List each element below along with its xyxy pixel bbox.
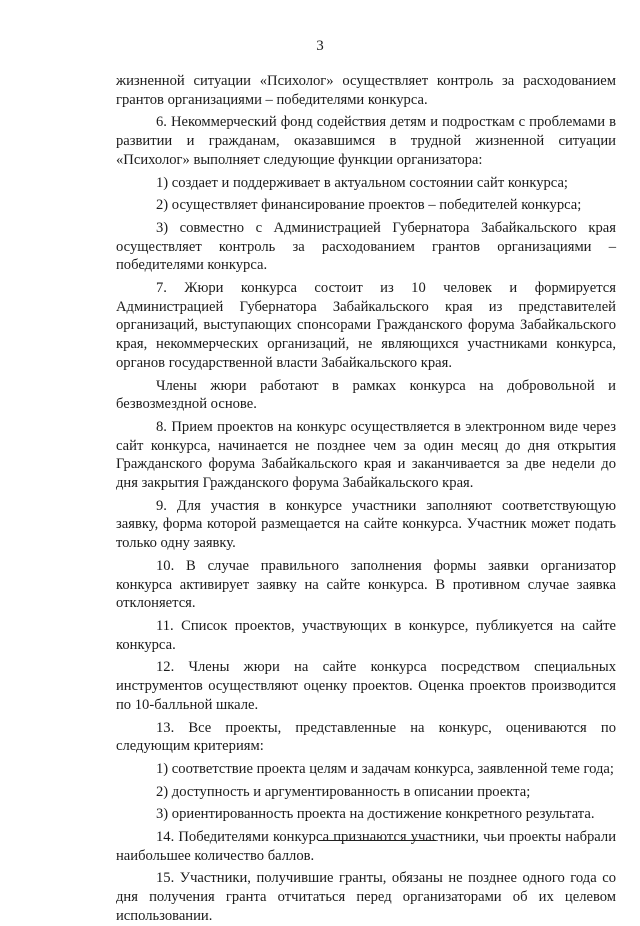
- paragraph-item-6: 6. Некоммерческий фонд содействия детям и подросткам с проблемами в развитии и гражданам, оказавшимся в трудной жизненной ситуации «Психолог» выполняет следующие функции организатора:: [116, 114, 616, 168]
- paragraph-item-9: 9. Для участия в конкурсе участники заполняют соответствующую заявку, форма которой размещается на сайте конкурса. Участник может подать только одну заявку.: [116, 497, 616, 552]
- list-item-13-2: 2) доступность и аргументированность в описании проекта;: [156, 783, 531, 800]
- paragraph-item-12: 12. Члены жюри на сайте конкурса посредством специальных инструментов осуществляют оценку проектов. Оценка проектов производится по 10-балльной шкале.: [116, 659, 616, 713]
- paragraph-continuation: жизненной ситуации «Психолог» осуществляет контроль за расходованием грантов организациями – победителями конкурса.: [116, 73, 616, 108]
- paragraph-item-14: 14. Победителями конкурса признаются участники, чьи проекты набрали наибольшее количество баллов.: [116, 829, 616, 864]
- paragraph-item-15: 15. Участники, получившие гранты, обязаны не позднее одного года со дня получения гранта отчитаться перед организаторами об их целевом использовании.: [116, 870, 616, 924]
- list-item-6-3: 3) совместно с Администрацией Губернатора Забайкальского края осуществляет контроль за расходованием грантов организациями – победителями конкурса.: [116, 219, 616, 274]
- document-body: [116, 72, 616, 926]
- paragraph-item-11: 11. Список проектов, участвующих в конкурсе, публикуется на сайте конкурса.: [116, 617, 616, 653]
- paragraph-item-7: 7. Жюри конкурса состоит из 10 человек и формируется Администрацией Губернатора Забайкальского края из представителей организаций, выступающих спонсорами Гражданского форума Забайкальского края, некоммерческих организаций, не являющихся участниками конкурса, органов государственной власти Забайкальского края.: [116, 280, 616, 371]
- paragraph-jury-members: Члены жюри работают в рамках конкурса на добровольной и безвозмездной основе.: [116, 377, 616, 413]
- list-item-13-1: 1) соответствие проекта целям и задачам конкурса, заявленной теме года;: [156, 760, 614, 777]
- paragraph-item-8: 8. Прием проектов на конкурс осуществляется в электронном виде через сайт конкурса, начинается не позднее чем за один месяц до дня открытия Гражданского форума Забайкальского края и заканчивается за две недели до дня закрытия Гражданского форума Забайкальского края.: [116, 418, 616, 492]
- list-item-6-2: 2) осуществляет финансирование проектов – победителей конкурса;: [156, 197, 582, 214]
- page-number: 3: [316, 38, 324, 54]
- paragraph-item-13: 13. Все проекты, представленные на конкурс, оцениваются по следующим критериям:: [116, 719, 616, 755]
- end-divider: [318, 840, 436, 841]
- list-item-13-3: 3) ориентированность проекта на достижение конкретного результата.: [156, 806, 595, 823]
- paragraph-item-10: 10. В случае правильного заполнения формы заявки организатор конкурса активирует заявку на сайте конкурса. В противном случае заявка отклоняется.: [116, 557, 616, 612]
- list-item-6-1: 1) создает и поддерживает в актуальном состоянии сайт конкурса;: [156, 174, 568, 191]
